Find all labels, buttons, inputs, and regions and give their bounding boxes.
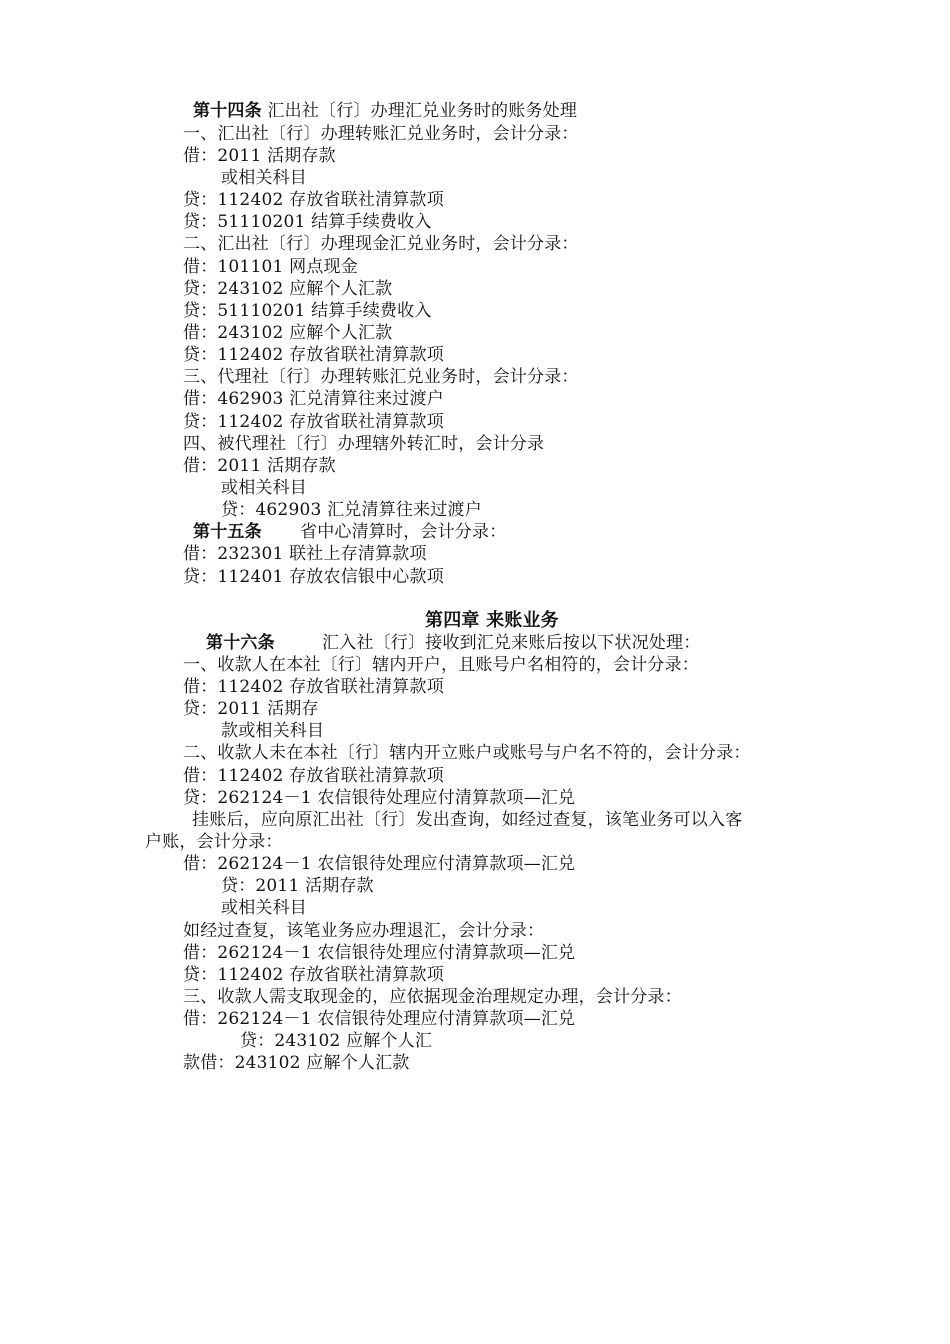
text-line: 贷：2011 活期存款 [221,876,374,896]
text-line: 贷：112402 存放省联社清算款项 [183,190,444,210]
text-line: 借：232301 联社上存清算款项 [183,544,427,564]
text-line: 或相关科目 [221,898,307,918]
text-line: 借：112402 存放省联社清算款项 [183,677,444,697]
article-14-heading [193,100,577,122]
text-line: 借：262124－1 农信银待处理应付清算款项—汇兑 [183,1009,576,1029]
text-line: 二、收款人未在本社〔行〕辖内开立账户或账号与户名不符的，会计分录： [183,743,751,763]
text-line: 贷：2011 活期存 [183,699,319,719]
article-16-label: 第十六条 [206,633,275,653]
text-line: 借：2011 活期存款 [183,456,336,476]
text-line: 借：2011 活期存款 [183,146,336,166]
text-line: 一、汇出社〔行〕办理转账汇兑业务时，会计分录： [183,124,579,144]
text-line: 或相关科目 [221,168,307,188]
text-line: 贷：262124－1 农信银待处理应付清算款项—汇兑 [183,788,576,808]
article-15-title: 省中心清算时，会计分录： [300,522,507,542]
text-line: 借：462903 汇兑清算往来过渡户 [183,389,444,409]
text-line: 借：262124－1 农信银待处理应付清算款项—汇兑 [183,854,576,874]
text-line: 四、被代理社〔行〕办理辖外转汇时，会计分录 [183,434,545,454]
text-line: 贷：243102 应解个人汇款 [183,279,393,299]
text-line: 贷：462903 汇兑清算往来过渡户 [221,500,482,520]
text-line: 款或相关科目 [221,721,325,741]
text-line: 如经过查复，该笔业务应办理退汇，会计分录： [183,921,545,941]
text-line: 贷：112401 存放农信银中心款项 [183,567,444,587]
text-line: 三、代理社〔行〕办理转账汇兑业务时，会计分录： [183,367,579,387]
article-16-title: 汇入社〔行〕接收到汇兑来账后按以下状况处理： [322,633,701,653]
article-14-title: 汇出社〔行〕办理汇兑业务时的账务处理 [261,101,578,121]
text-line: 或相关科目 [221,478,307,498]
article-14-label: 第十四条 [193,101,262,121]
text-line: 款借：243102 应解个人汇款 [183,1053,410,1073]
text-line: 借：243102 应解个人汇款 [183,323,393,343]
text-line: 借：262124－1 农信银待处理应付清算款项—汇兑 [183,943,576,963]
chapter-title: 第四章 来账业务 [425,610,559,631]
text-line: 贷：112402 存放省联社清算款项 [183,345,444,365]
text-line: 户账，会计分录： [145,832,283,852]
text-line: 贷：112402 存放省联社清算款项 [183,412,444,432]
text-line: 贷：112402 存放省联社清算款项 [183,965,444,985]
text-line: 贷：51110201 结算手续费收入 [183,301,432,321]
text-line: 借：101101 网点现金 [183,257,358,277]
text-line: 贷：243102 应解个人汇 [240,1031,433,1051]
text-line: 一、收款人在本社〔行〕辖内开户，且账号户名相符的，会计分录： [183,655,699,675]
text-line: 二、汇出社〔行〕办理现金汇兑业务时，会计分录： [183,234,579,254]
text-line: 挂账后，应向原汇出社〔行〕发出查询，如经过查复，该笔业务可以入客 [192,810,743,830]
text-line: 贷：51110201 结算手续费收入 [183,212,432,232]
text-line: 借：112402 存放省联社清算款项 [183,766,444,786]
article-15-label: 第十五条 [193,522,262,542]
text-line: 三、收款人需支取现金的，应依据现金治理规定办理，会计分录： [183,987,682,1007]
